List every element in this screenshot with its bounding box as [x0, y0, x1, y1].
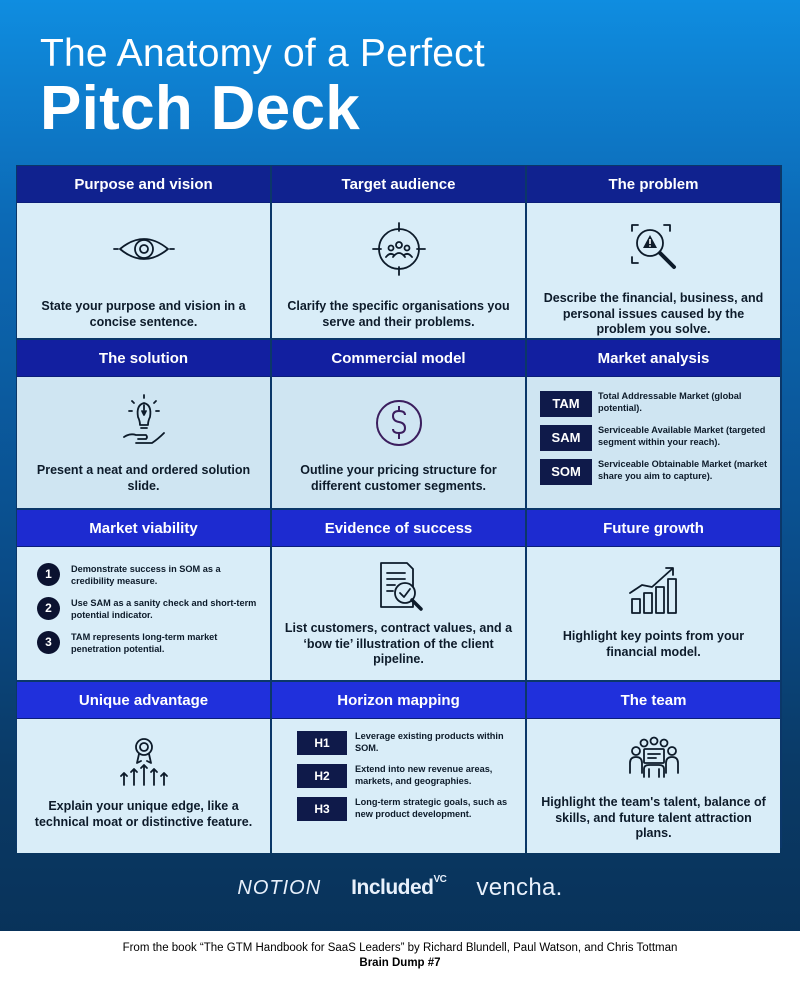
card-description: Present a neat and ordered solution slide. — [36, 463, 251, 493]
list-item-text: Long-term strategic goals, such as new product development. — [355, 797, 508, 819]
footer-source: From the book “The GTM Handbook for SaaS Leaders” by Richard Blundell, Paul Watson, and Chris Tottman — [122, 942, 678, 954]
card-unique-advantage — [17, 682, 270, 853]
card-the-team — [527, 682, 780, 853]
dollar-circle-icon — [367, 391, 431, 455]
included-vc-logo — [351, 876, 446, 900]
card-title: Evidence of success — [272, 510, 525, 547]
eye-icon — [112, 217, 176, 281]
number-badge: 1 — [37, 563, 60, 586]
tam-badge: TAM — [540, 391, 592, 417]
list-item — [297, 731, 517, 755]
card-title: Market analysis — [527, 340, 780, 377]
card-description: Outline your pricing structure for different customer segments. — [300, 463, 497, 493]
card-title: Market viability — [17, 510, 270, 547]
market-analysis-list — [540, 391, 772, 493]
card-title: The team — [527, 682, 780, 719]
h3-badge: H3 — [297, 797, 347, 821]
card-description: Describe the financial, business, and personal issues caused by the problem you solve. — [543, 291, 764, 336]
card-the-solution — [17, 340, 270, 508]
card-title: Purpose and vision — [17, 166, 270, 203]
card-market-analysis — [527, 340, 780, 508]
list-item — [297, 764, 517, 788]
sam-badge: SAM — [540, 425, 592, 451]
list-item-text: Extend into new revenue areas, markets, and geographies. — [355, 764, 493, 786]
list-item — [540, 425, 772, 451]
notion-logo: NOTION — [237, 876, 322, 899]
award-arrows-icon — [112, 731, 176, 795]
list-item — [540, 391, 772, 417]
list-item — [37, 597, 260, 621]
team-icon — [622, 729, 686, 793]
som-badge: SOM — [540, 459, 592, 485]
card-title: Future growth — [527, 510, 780, 547]
title-line-1: The Anatomy of a Perfect — [40, 32, 485, 75]
growth-chart-icon — [622, 559, 686, 623]
title-line-2: Pitch Deck — [40, 74, 361, 143]
number-badge: 2 — [37, 597, 60, 620]
market-viability-list — [37, 563, 260, 665]
card-title: The solution — [17, 340, 270, 377]
card-title: Horizon mapping — [272, 682, 525, 719]
card-the-problem — [527, 166, 780, 338]
list-item-text: Demonstrate success in SOM as a credibility measure. — [71, 564, 221, 586]
partner-logos — [0, 868, 800, 908]
card-description: Highlight key points from your financial model. — [562, 629, 745, 659]
card-title: Target audience — [272, 166, 525, 203]
card-description: Explain your unique edge, like a technical moat or distinctive feature. — [34, 799, 253, 829]
card-description: List customers, contract values, and a ‘bow tie’ illustration of the client pipeline. — [284, 621, 513, 666]
target-group-icon — [367, 217, 431, 281]
card-purpose-and-vision — [17, 166, 270, 338]
card-market-viability — [17, 510, 270, 680]
card-commercial-model — [272, 340, 525, 508]
card-title: Unique advantage — [17, 682, 270, 719]
card-description: Highlight the team's talent, balance of skills, and future talent attraction plans. — [541, 795, 766, 840]
horizon-mapping-list — [297, 731, 517, 830]
list-item-text: Total Addressable Market (global potential). — [598, 391, 742, 413]
list-item-text: Use SAM as a sanity check and short-term potential indicator. — [71, 598, 257, 620]
list-item — [540, 459, 772, 485]
list-item — [37, 631, 260, 655]
card-grid — [16, 165, 782, 848]
list-item — [37, 563, 260, 587]
magnifier-warning-icon — [622, 217, 686, 281]
card-target-audience — [272, 166, 525, 338]
card-description: Clarify the specific organisations you serve and their problems. — [287, 299, 510, 329]
list-item-text: Serviceable Available Market (targeted segment within your reach). — [598, 425, 766, 447]
card-future-growth — [527, 510, 780, 680]
lightbulb-hand-icon — [112, 391, 176, 455]
footer — [0, 931, 800, 986]
h2-badge: H2 — [297, 764, 347, 788]
document-search-icon — [367, 555, 431, 619]
h1-badge: H1 — [297, 731, 347, 755]
card-evidence-of-success — [272, 510, 525, 680]
number-badge: 3 — [37, 631, 60, 654]
card-title: The problem — [527, 166, 780, 203]
footer-series: Brain Dump #7 — [359, 957, 441, 969]
list-item-text: Leverage existing products within SOM. — [355, 731, 504, 753]
list-item-text: Serviceable Obtainable Market (market share you aim to capture). — [598, 459, 768, 481]
vencha-logo: vencha. — [476, 874, 563, 901]
card-description: State your purpose and vision in a concise sentence. — [41, 299, 246, 329]
card-horizon-mapping — [272, 682, 525, 853]
included-logo-sup: VC — [433, 874, 447, 885]
included-logo-text: Included — [351, 876, 434, 899]
list-item-text: TAM represents long-term market penetration potential. — [71, 632, 218, 654]
list-item — [297, 797, 517, 821]
card-title: Commercial model — [272, 340, 525, 377]
